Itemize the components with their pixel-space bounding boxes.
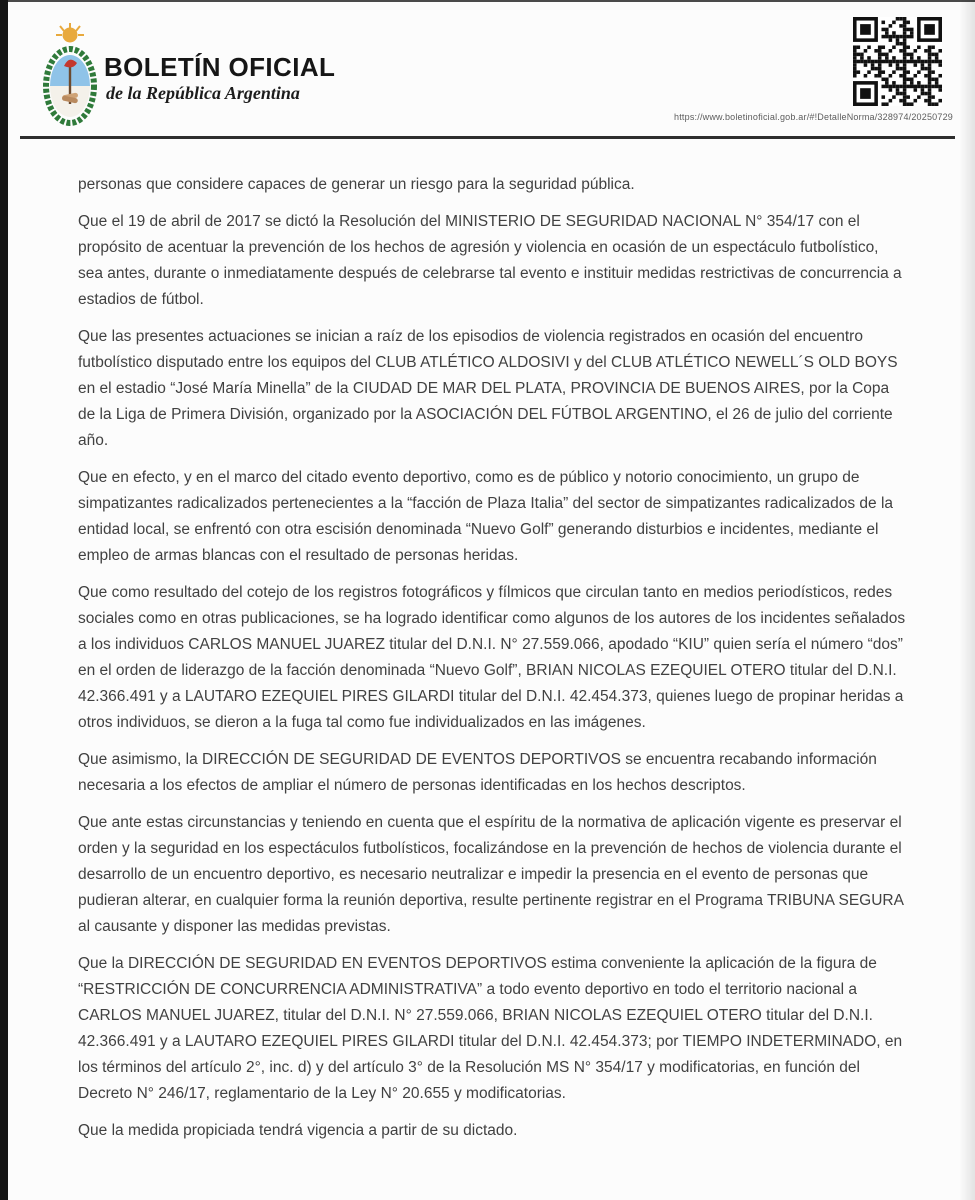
header: [0, 0, 975, 140]
paragraph-5: Que como resultado del cotejo de los registros fotográficos y fílmicos que circulan tanto en medios periodísticos, redes sociales como en otras publicaciones, se ha logrado identificar como algunos de los autores de los incidentes señalados a los individuos CARLOS MANUEL JUAREZ titular del D.N.I. N° 27.559.066, apodado “KIU” quien sería el número “dos” en el orden de liderazgo de la facción denominada “Nuevo Golf”, BRIAN NICOLAS EZEQUIEL OTERO titular del D.N.I. 42.366.491 y a LAUTARO EZEQUIEL PIRES GILARDI titular del D.N.I. 42.454.373, quienes luego de propinar heridas a otros individuos, se dieron a la fuga tal como fue individualizados en las imágenes.: [78, 584, 906, 731]
argentina-coat-of-arms-icon: [38, 22, 102, 130]
left-edge-bar: [0, 0, 8, 1200]
paragraph-6: Que asimismo, la DIRECCIÓN DE SEGURIDAD DE EVENTOS DEPORTIVOS se encuentra recabando información necesaria a los efectos de ampliar el número de personas identificadas en los hechos descriptos.: [78, 751, 877, 794]
header-divider: [20, 136, 955, 139]
paragraph-1: personas que considere capaces de generar un riesgo para la seguridad pública.: [78, 176, 635, 193]
paragraph-9: Que la medida propiciada tendrá vigencia a partir de su dictado.: [78, 1122, 518, 1139]
norma-url: https://www.boletinoficial.gob.ar/#!DetalleNorma/328974/20250729: [674, 112, 953, 122]
document-body: [78, 172, 906, 1155]
paragraph-4: Que en efecto, y en el marco del citado evento deportivo, como es de público y notorio conocimiento, un grupo de simpatizantes radicalizados pertenecientes a la “facción de Plaza Italia” del sector de simpatizantes radicalizados de la entidad local, se enfrentó con otra escisión denominada “Nuevo Golf” generando disturbios e incidentes, mediante el empleo de armas blancas con el resultado de personas heridas.: [78, 469, 894, 564]
right-edge-shadow: [959, 0, 975, 1200]
paragraph-7: Que ante estas circunstancias y teniendo en cuenta que el espíritu de la normativa de aplicación vigente es preservar el orden y la seguridad en los espectáculos futbolísticos, focalizándose en la prevención de hechos de violencia durante el desarrollo de un encuentro deportivo, es necesario neutralizar e impedir la presencia en el evento de personas que pudieran alterar, en cualquier forma la reunión deportiva, resulte pertinente registrar en el Programa TRIBUNA SEGURA al causante y disponer las medidas previstas.: [78, 814, 904, 935]
qr-code-icon: [853, 17, 942, 106]
brand-title: BOLETÍN OFICIAL: [104, 52, 336, 82]
paragraph-8: Que la DIRECCIÓN DE SEGURIDAD EN EVENTOS DEPORTIVOS estima conveniente la aplicación de la figura de “RESTRICCIÓN DE CONCURRENCIA ADMINISTRATIVA” a todo evento deportivo en todo el territorio nacional a CARLOS MANUEL JUAREZ, titular del D.N.I. N° 27.559.066, BRIAN NICOLAS EZEQUIEL OTERO titular del D.N.I. 42.366.491 y a LAUTARO EZEQUIEL PIRES GILARDI titular del D.N.I. 42.454.373; por TIEMPO INDETERMINADO, en los términos del artículo 2°, inc. d) y del artículo 3° de la Resolución MS N° 354/17 y modificatorias, en función del Decreto N° 246/17, reglamentario de la Ley N° 20.655 y modificatorias.: [78, 955, 903, 1102]
paragraph-3: Que las presentes actuaciones se inician a raíz de los episodios de violencia registrados en ocasión del encuentro futbolístico disputado entre los equipos del CLUB ATLÉTICO ALDOSIVI y del CLUB ATLÉTICO NEWELL´S OLD BOYS en el estadio “José María Minella” de la CIUDAD DE MAR DEL PLATA, PROVINCIA DE BUENOS AIRES, por la Copa de la Liga de Primera División, organizado por la ASOCIACIÓN DEL FÚTBOL ARGENTINO, el 26 de julio del corriente año.: [78, 328, 898, 449]
brand-subtitle: de la República Argentina: [106, 83, 300, 103]
paragraph-2: Que el 19 de abril de 2017 se dictó la Resolución del MINISTERIO DE SEGURIDAD NACIONAL N° 354/17 con el propósito de acentuar la prevención de los hechos de agresión y violencia en ocasión de un espectáculo futbolístico, sea antes, durante o inmediatamente después de celebrarse tal evento e instituir medidas restrictivas de concurrencia a estadios de fútbol.: [78, 213, 902, 308]
